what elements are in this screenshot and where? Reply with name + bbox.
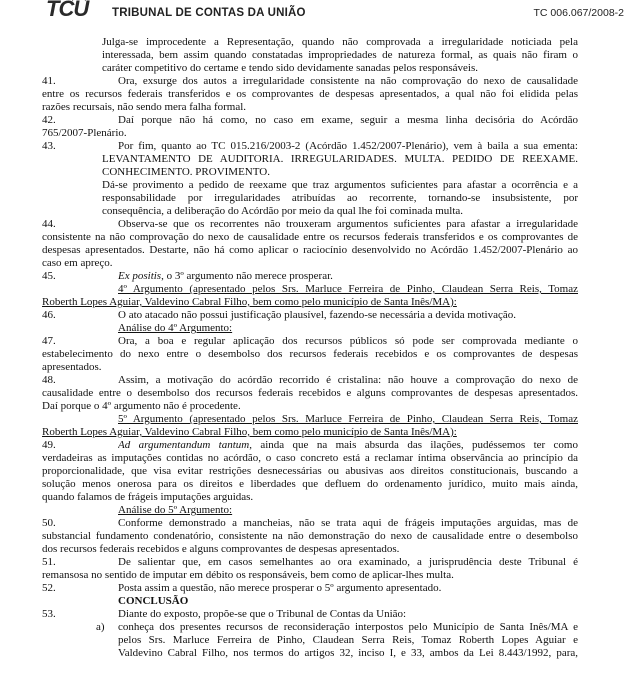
text-line: estabelecimento do nexo entre o desembolso dos recursos federais recebidos e os comprovantes de despesas (42, 348, 578, 360)
text-line: remansosa no sentido de imputar em débito os responsáveis, bem como de aplicar-lhes multa. (42, 569, 454, 581)
text-line: Ex positis, o 3º argumento não merece prosperar. (118, 270, 333, 282)
tcu-logo: TCU (46, 0, 89, 21)
paragraph-number: 47. (42, 335, 56, 347)
text-line: caráter competitivo do certame e tendo sido devidamente sanadas pelos responsáveis. (102, 62, 479, 74)
text-line: Ad argumentandum tantum, ainda que na mais absurda das ilações, pudéssemos ter como (118, 439, 578, 451)
text-line: interessada, bem assim quando constatadas impropriedades de natureza formal, as quais não firam o (102, 49, 578, 61)
paragraph-number: 46. (42, 309, 56, 321)
text-line: responsabilidade por irregularidades atribuídas ao recorrente, tornando-se insubsistente, por (102, 192, 578, 204)
paragraph-number: 51. (42, 556, 56, 568)
text-line: LEVANTAMENTO DE AUDITORIA. IRREGULARIDADES. MULTA. PEDIDO DE REEXAME. (102, 153, 578, 165)
text-line: Daí porque o 4º argumento não é procedente. (42, 400, 241, 412)
text-line: razões recursais, não sendo mera falha formal. (42, 101, 247, 113)
text-line: Ora, a boa e regular aplicação dos recursos públicos só pode ser comprovada mediante o (118, 335, 578, 347)
paragraph-number: 48. (42, 374, 56, 386)
text-line: consequência, a deliberação do Acórdão por meio da qual lhe foi cominada multa. (102, 205, 464, 217)
text-line: Dá-se provimento a pedido de reexame que traz argumentos suficientes para afastar a ocorrência e a (102, 179, 578, 191)
text-line: entre os recursos federais transferidos e os comprovantes de despesas apresentados, a qual não foi elidida pelas (42, 88, 578, 100)
paragraph-number: 52. (42, 582, 56, 594)
text-line: dos recursos federais recebidos e alguns comprovantes de despesas apresentados. (42, 543, 400, 555)
paragraph-number: 49. (42, 439, 56, 451)
paragraph-number: 44. (42, 218, 56, 230)
text-line: pelos Srs. Marluce Ferreira de Pinho, Claudean Serra Reis, Tomaz Roberth Lopes Aguiar e (118, 634, 578, 646)
text-line: quando falamos de frágeis imputações arguidas. (42, 491, 254, 503)
text-line: Ora, exsurge dos autos a irregularidade consistente na não comprovação do nexo de causalidade (118, 75, 578, 87)
organization-name: TRIBUNAL DE CONTAS DA UNIÃO (112, 7, 306, 19)
text-line: Por fim, quanto ao TC 015.216/2003-2 (Acórdão 1.452/2007-Plenário), vem à baila a sua ementa: (118, 140, 578, 152)
paragraph-number: 41. (42, 75, 56, 87)
text-line: O ato atacado não possui justificação plausível, fazendo-se necessária a devida motivação. (118, 309, 516, 321)
paragraph-number: 45. (42, 270, 56, 282)
process-number: TC 006.067/2008-2 (533, 7, 624, 19)
text-line: CONHECIMENTO. PROVIMENTO. (102, 166, 270, 178)
text-line: Diante do exposto, propõe-se que o Tribunal de Contas da União: (118, 608, 407, 620)
section-heading: CONCLUSÃO (118, 595, 189, 607)
argument-heading: 5º Argumento (apresentado pelos Srs. Marluce Ferreira de Pinho, Claudean Serra Reis, Tomaz (118, 413, 578, 425)
argument-heading: 4º Argumento (apresentado pelos Srs. Marluce Ferreira de Pinho, Claudean Serra Reis, Tomaz (118, 283, 578, 295)
text-line: despesas apresentados. Destarte, não há como aplicar o raciocínio desenvolvido no Acórdão 1.452/2007-Plenário ao (42, 244, 578, 256)
paragraph-number: 50. (42, 517, 56, 529)
text-line: De salientar que, em casos semelhantes ao ora examinado, a jurisprudência deste Tribunal é (118, 556, 578, 568)
text-line: substancial fundamento condenatório, consistente na não demonstração do nexo de causalidade entre o desembolso (42, 530, 578, 542)
paragraph-number: 53. (42, 608, 56, 620)
text-line: Valdevino Cabral Filho, nos termos do artigos 32, inciso I, e 33, ambos da Lei 8.443/1992, para, (118, 647, 578, 659)
text-line: causalidade entre o desembolso dos recursos federais recebidos e alguns comprovantes de despesas apresentados. (42, 387, 578, 399)
paragraph-number: 42. (42, 114, 56, 126)
page-header (0, 0, 632, 24)
text-line: 765/2007-Plenário. (42, 127, 127, 139)
text-line: conheça dos presentes recursos de reconsideração interpostos pelo Município de Santa Inês/MA e (118, 621, 578, 633)
text-line: proporcionalidade, que visa evitar restrições desnecessárias ou abusivas aos direitos constitucionais, buscando a (42, 465, 578, 477)
text-line: Conforme demonstrado a mancheias, não se trata aqui de frágeis imputações arguidas, mas de (118, 517, 578, 529)
text-line: consistente na não comprovação do nexo de causalidade entre os recursos federais transferidos e os comprovantes de (42, 231, 578, 243)
paragraph-number: 43. (42, 140, 56, 152)
text-line: Julga-se improcedente a Representação, quando não comprovada a irregularidade noticiada pela (102, 36, 578, 48)
text-line: Posta assim a questão, não merece prosperar o 5º argumento apresentado. (118, 582, 442, 594)
argument-heading: Análise do 5º Argumento: (118, 504, 233, 516)
argument-heading: Roberth Lopes Aguiar, Valdevino Cabral Filho, bem como pelo município de Santa Inês/MA): (42, 296, 457, 308)
argument-heading: Análise do 4º Argumento: (118, 322, 233, 334)
text-line: apresentados. (42, 361, 102, 373)
text-line: Assim, a motivação do acórdão recorrido é cristalina: não houve a comprovação do nexo de (118, 374, 578, 386)
paragraph-number: a) (96, 621, 105, 633)
argument-heading: Roberth Lopes Aguiar, Valdevino Cabral Filho, bem como pelo município de Santa Inês/MA): (42, 426, 457, 438)
text-line: Observa-se que os recorrentes não trouxeram argumentos suficientes para afastar a irregularidade (118, 218, 578, 230)
text-line: caso em apreço. (42, 257, 113, 269)
text-line: solução menos onerosa para os direitos e liberdades que defluem do ordenamento jurídico, muito mais ainda, (42, 478, 578, 490)
text-line: Daí porque não há como, no caso em exame, seguir a mesma linha decisória do Acórdão (118, 114, 578, 126)
text-line: verdadeiras as imputações contidas no acórdão, o caso concreto está a reclamar íntima observância ao princípio da (42, 452, 578, 464)
